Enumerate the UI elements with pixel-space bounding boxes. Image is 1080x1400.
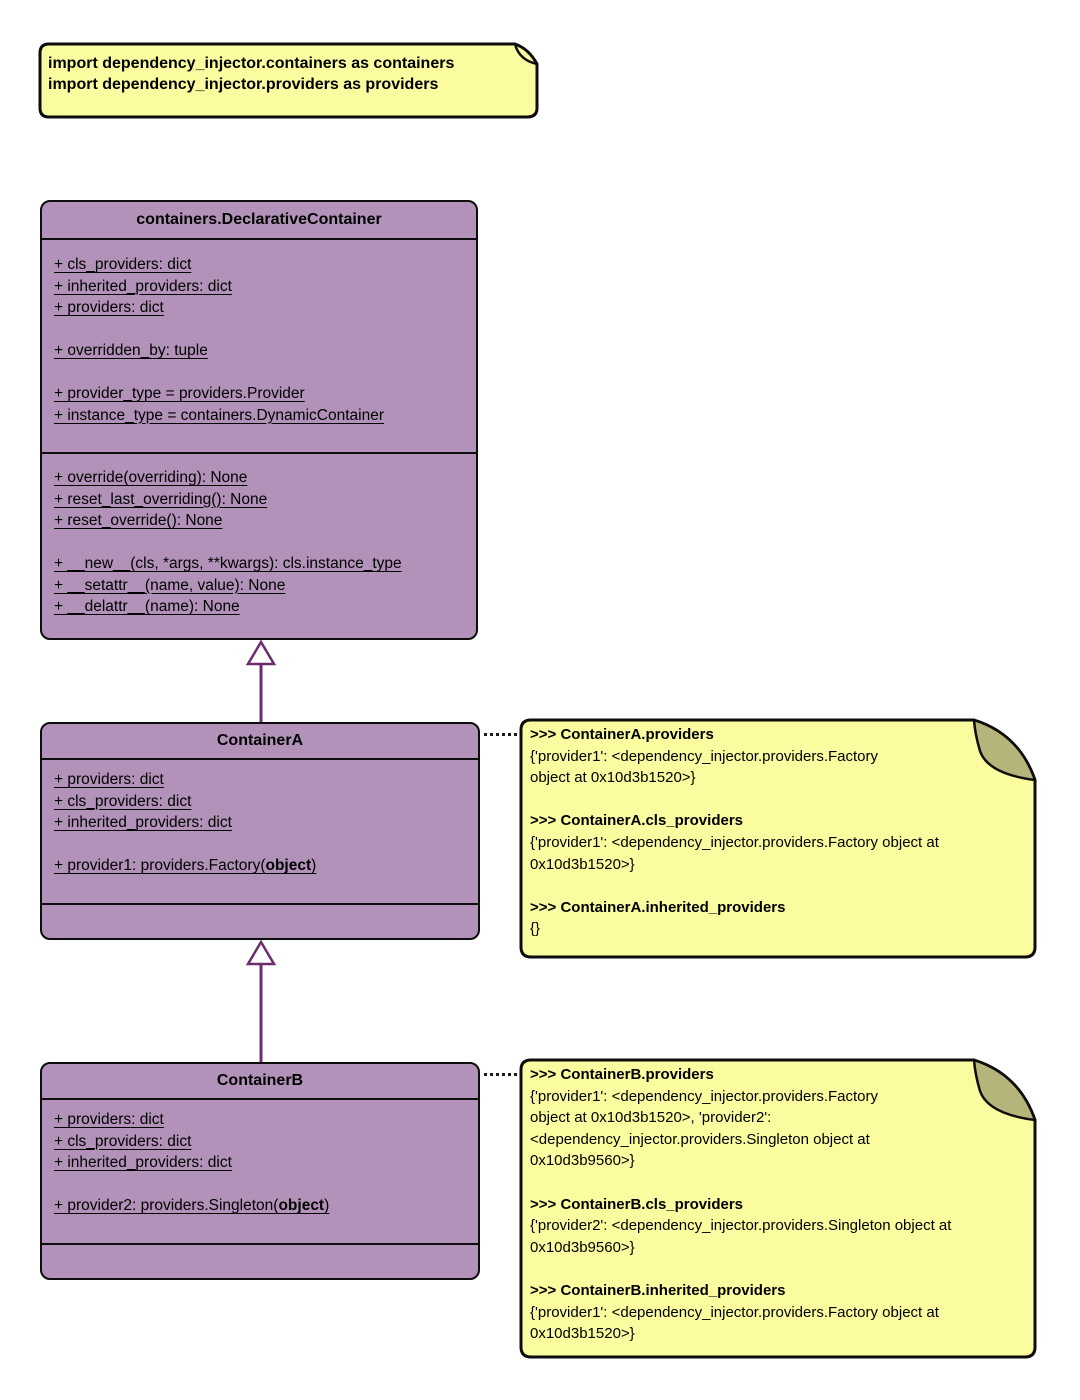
repl-output-line: object at 0x10d3b1520>, 'provider2': bbox=[530, 1109, 772, 1127]
repl-output-line: {'provider1': <dependency_injector.providers.Factory bbox=[530, 747, 879, 765]
repl-command: >>> ContainerB.cls_providers bbox=[530, 1195, 744, 1213]
class-member-row: + provider1: providers.Factory(object) bbox=[54, 857, 317, 874]
repl-output-line: {'provider1': <dependency_injector.providers.Factory object at bbox=[530, 833, 939, 851]
repl-note-container-a bbox=[518, 718, 1038, 960]
repl-output-line: object at 0x10d3b1520>} bbox=[530, 769, 696, 787]
class-member-row bbox=[54, 362, 464, 384]
note-connector-a bbox=[484, 733, 517, 736]
repl-output-line: {'provider1': <dependency_injector.providers.Factory bbox=[530, 1087, 879, 1105]
import-line: import dependency_injector.containers as containers bbox=[48, 55, 455, 72]
class-member-row: + instance_type = containers.DynamicContainer bbox=[54, 406, 384, 424]
class-container-b bbox=[40, 1062, 480, 1280]
repl-command: >>> ContainerA.cls_providers bbox=[530, 812, 744, 830]
class-member-row: + inherited_providers: dict bbox=[54, 277, 232, 295]
class-attributes-section bbox=[42, 760, 478, 905]
class-member-row: + provider2: providers.Singleton(object) bbox=[54, 1197, 330, 1214]
class-container-a bbox=[40, 722, 480, 940]
class-member-row bbox=[54, 532, 464, 554]
class-member-row: + providers: dict bbox=[54, 771, 164, 788]
class-member-row: + __delattr__(name): None bbox=[54, 598, 240, 615]
class-member-row bbox=[54, 319, 464, 341]
class-title: ContainerB bbox=[42, 1064, 478, 1100]
repl-output-line: 0x10d3b9560>} bbox=[530, 1152, 635, 1170]
class-title: ContainerA bbox=[42, 724, 478, 760]
class-member-row bbox=[54, 834, 466, 856]
class-member-row: + __setattr__(name, value): None bbox=[54, 576, 286, 594]
repl-output-line: 0x10d3b9560>} bbox=[530, 1238, 635, 1256]
note-blank-line bbox=[530, 1172, 1026, 1194]
class-member-row: + provider_type = providers.Provider bbox=[54, 385, 305, 402]
repl-command: >>> ContainerA.inherited_providers bbox=[530, 898, 786, 916]
repl-output-line: {'provider1': <dependency_injector.providers.Factory object at bbox=[530, 1303, 939, 1321]
class-attributes-section bbox=[42, 240, 476, 454]
repl-command: >>> ContainerB.inherited_providers bbox=[530, 1281, 786, 1299]
class-title: containers.DeclarativeContainer bbox=[42, 202, 476, 240]
repl-output-line: {} bbox=[530, 920, 541, 938]
repl-output-line: {'provider2': <dependency_injector.providers.Singleton object at bbox=[530, 1217, 952, 1235]
class-member-row: + overridden_by: tuple bbox=[54, 342, 208, 359]
class-member-row: + reset_override(): None bbox=[54, 512, 223, 529]
class-declarative-container bbox=[40, 200, 478, 640]
class-member-row: + providers: dict bbox=[54, 299, 164, 316]
import-note-text bbox=[38, 42, 540, 120]
repl-output-line: <dependency_injector.providers.Singleton object at bbox=[530, 1130, 870, 1148]
class-attributes-section bbox=[42, 1100, 478, 1245]
note-connector-b bbox=[484, 1073, 517, 1076]
repl-output-line: 0x10d3b1520>} bbox=[530, 1325, 635, 1343]
repl-command: >>> ContainerB.providers bbox=[530, 1066, 714, 1083]
repl-output-line: 0x10d3b1520>} bbox=[530, 855, 635, 873]
class-member-row: + cls_providers: dict bbox=[54, 256, 192, 273]
class-member-row: + cls_providers: dict bbox=[54, 1132, 192, 1150]
class-member-row: + providers: dict bbox=[54, 1111, 164, 1128]
note-blank-line bbox=[530, 1258, 1026, 1280]
class-member-row: + inherited_providers: dict bbox=[54, 1154, 232, 1171]
note-blank-line bbox=[530, 789, 1026, 811]
import-line: import dependency_injector.providers as providers bbox=[48, 76, 439, 93]
class-member-row: + override(overriding): None bbox=[54, 469, 248, 486]
class-methods-section-empty bbox=[42, 905, 478, 937]
inheritance-arrow-a-to-declarative bbox=[246, 640, 276, 722]
class-member-row bbox=[54, 1174, 466, 1196]
class-member-row: + __new__(cls, *args, **kwargs): cls.instance_type bbox=[54, 555, 402, 572]
inheritance-arrow-b-to-a bbox=[246, 940, 276, 1062]
class-member-row: + reset_last_overriding(): None bbox=[54, 490, 268, 508]
repl-note-container-b bbox=[518, 1058, 1038, 1360]
repl-command: >>> ContainerA.providers bbox=[530, 726, 714, 743]
class-member-row: + cls_providers: dict bbox=[54, 792, 192, 810]
class-methods-section-empty bbox=[42, 1245, 478, 1277]
class-member-row: + inherited_providers: dict bbox=[54, 814, 232, 831]
import-note bbox=[38, 42, 540, 120]
repl-note-text bbox=[518, 718, 1038, 960]
repl-note-text bbox=[518, 1058, 1038, 1360]
note-blank-line bbox=[530, 875, 1026, 897]
class-methods-section bbox=[42, 454, 476, 640]
